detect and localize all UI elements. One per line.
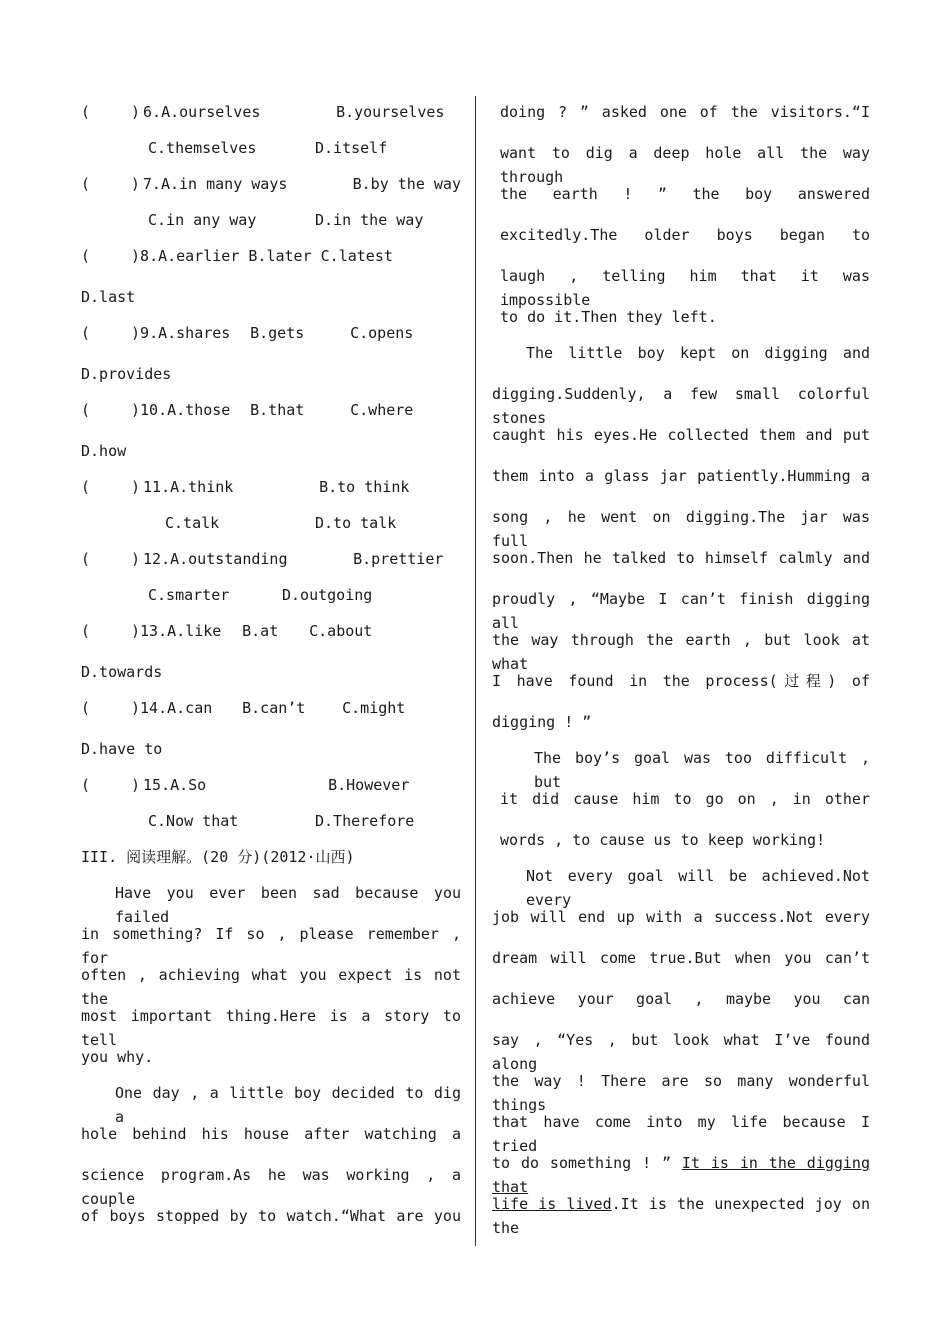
text-line: hole behind his house after watching a: [81, 1125, 461, 1143]
reading-paragraph: [492, 864, 870, 1237]
question-row: ( ) 11 . A.think B.to think: [81, 475, 461, 511]
question-number: 14: [140, 699, 159, 717]
text-line: song , he went on digging.The jar was full: [492, 508, 870, 550]
option-d: D.outgoing: [282, 586, 373, 604]
text-line: in something? If so , please remember , for: [81, 925, 461, 967]
text-segment: to do something ! ”: [492, 1154, 682, 1172]
text-line: them into a glass jar patiently.Humming a: [492, 467, 870, 485]
option-b: B.to think: [319, 478, 410, 496]
option-c: C.might: [342, 699, 406, 717]
option-d: D.last: [81, 288, 136, 306]
question-row: ( ) 7 . A.in many ways B.by the way: [81, 172, 461, 208]
reading-paragraph: [492, 746, 870, 864]
question-number: 6: [143, 103, 153, 121]
text-line: The little boy kept on digging and: [526, 344, 870, 362]
question-options-row: [81, 583, 461, 619]
text-line: The boy’s goal was too difficult , but: [534, 749, 870, 791]
option-d: D.how: [81, 442, 127, 460]
left-column: [81, 100, 461, 1245]
underlined-sentence: It is in the digging that: [492, 1154, 870, 1196]
question-row: ( ) 15 . A.So B.However: [81, 773, 461, 809]
option-d: D.provides: [81, 365, 172, 383]
text-line: words , to cause us to keep working!: [500, 831, 826, 849]
text-line: it did cause him to go on , in other: [500, 790, 870, 808]
text-line: Not every goal will be achieved.Not every: [526, 867, 870, 909]
text-line: often , achieving what you expect is not the: [81, 966, 461, 1008]
question-row: ( )10.A.those B.that C.where: [81, 398, 461, 439]
question-number: 11: [143, 478, 162, 496]
text-line: One day , a little boy decided to dig a: [115, 1084, 461, 1126]
text-line: laugh , telling him that it was impossible: [500, 267, 870, 309]
text-line: [492, 1192, 870, 1237]
option-a: A.shares: [158, 324, 231, 342]
option-a: A.ourselves: [161, 103, 261, 121]
question-row: ( ) 12 . A.outstanding B.prettier: [81, 547, 461, 583]
question-options-row: [81, 809, 461, 845]
text-line: soon.Then he talked to himself calmly and: [492, 549, 870, 567]
question-row: ( )9.A.shares B.gets C.opens: [81, 321, 461, 362]
text-line: Have you ever been sad because you failed: [115, 884, 461, 926]
text-line: of boys stopped by to watch.“What are you: [81, 1207, 461, 1225]
text-line: excitedly.The older boys began to: [500, 226, 870, 244]
text-line: achieve your goal , maybe you can: [492, 990, 870, 1008]
question-options-row: [81, 208, 461, 244]
underlined-sentence: life is lived: [492, 1195, 612, 1213]
text-segment: .It is the unexpected joy on the: [492, 1195, 870, 1237]
text-line: caught his eyes.He collected them and put: [492, 426, 870, 444]
option-a: A.those: [167, 401, 231, 419]
option-a: A.can: [167, 699, 213, 717]
text-line: [492, 1151, 870, 1196]
question-row: ( )13.A.like B.at C.about: [81, 619, 461, 660]
option-b: B.prettier: [353, 550, 444, 568]
text-line: digging ! ”: [492, 713, 592, 731]
option-a: A.So: [170, 776, 207, 794]
reading-paragraph: [81, 881, 461, 1081]
option-c: C.latest: [320, 247, 393, 265]
reading-paragraph: [81, 1081, 461, 1245]
section-title: III. 阅读理解。(20 分)(2012·山西): [81, 848, 355, 866]
question-number: 9: [140, 324, 150, 342]
option-c: C.smarter: [148, 586, 230, 604]
text-line: doing ? ” asked one of the visitors.“I: [500, 103, 870, 121]
option-a: A.earlier: [158, 247, 240, 265]
question-number: 7: [142, 175, 152, 193]
option-c: C.Now that: [148, 812, 239, 830]
text-line: science program.As he was working , a couple: [81, 1166, 461, 1208]
text-line: say , “Yes , but look what I’ve found along: [492, 1031, 870, 1073]
text-line: the way ! There are so many wonderful things: [492, 1072, 870, 1114]
option-a: A.outstanding: [170, 550, 288, 568]
option-b: B.later: [248, 247, 312, 265]
text-line: that have come into my life because I tried: [492, 1113, 870, 1155]
reading-paragraph: [492, 341, 870, 746]
question-row: ( )14.A.can B.can’t C.might: [81, 696, 461, 737]
text-line: job will end up with a success.Not every: [492, 908, 870, 926]
option-c: C.opens: [350, 324, 414, 342]
option-b: B.However: [328, 776, 410, 794]
text-line: you why.: [81, 1048, 154, 1066]
text-line: most important thing.Here is a story to tell: [81, 1007, 461, 1049]
question-options-row: [81, 511, 461, 547]
option-b: B.yourselves: [336, 103, 445, 121]
question-number: 15: [143, 776, 162, 794]
option-c: C.where: [350, 401, 414, 419]
option-c: C.in any way: [148, 211, 257, 229]
text-line: want to dig a deep hole all the way through: [500, 144, 870, 186]
question-number: 8: [140, 247, 150, 265]
option-a: A.think: [170, 478, 234, 496]
question-number: 10: [140, 401, 159, 419]
option-a: A.in many ways: [160, 175, 288, 193]
question-number: 13: [140, 622, 159, 640]
option-b: B.that: [250, 401, 305, 419]
text-line: dream will come true.But when you can’t: [492, 949, 870, 967]
reading-paragraph: [492, 100, 870, 341]
option-d: D.itself: [315, 139, 388, 157]
text-line: to do it.Then they left.: [500, 308, 717, 326]
option-b: B.can’t: [242, 699, 306, 717]
option-b: B.gets: [250, 324, 305, 342]
question-options-row: [81, 136, 461, 172]
right-column: [492, 100, 870, 1237]
question-row: ( )8.A.earlier B.later C.latest: [81, 247, 393, 265]
option-c: C.about: [309, 622, 373, 640]
option-d: D.Therefore: [315, 812, 415, 830]
option-c: C.talk: [165, 514, 220, 532]
column-divider: [475, 96, 476, 1246]
option-d: D.in the way: [315, 211, 424, 229]
option-c: C.themselves: [148, 139, 257, 157]
text-line: digging.Suddenly, a few small colorful stones: [492, 385, 870, 427]
option-b: B.at: [242, 622, 279, 640]
text-line: the way through the earth , but look at what: [492, 631, 870, 673]
option-d: D.towards: [81, 663, 163, 681]
text-line: the earth ! ” the boy answered: [500, 185, 870, 203]
question-number: 12: [143, 550, 162, 568]
question-row: ( ) 6 . A.ourselves B.yourselves: [81, 100, 461, 136]
option-b: B.by the way: [352, 175, 461, 193]
option-d: D.have to: [81, 740, 163, 758]
option-a: A.like: [167, 622, 222, 640]
option-d: D.to talk: [315, 514, 397, 532]
text-line: proudly , “Maybe I can’t finish digging all: [492, 590, 870, 632]
text-line: I have found in the process(过程) of: [492, 672, 870, 690]
